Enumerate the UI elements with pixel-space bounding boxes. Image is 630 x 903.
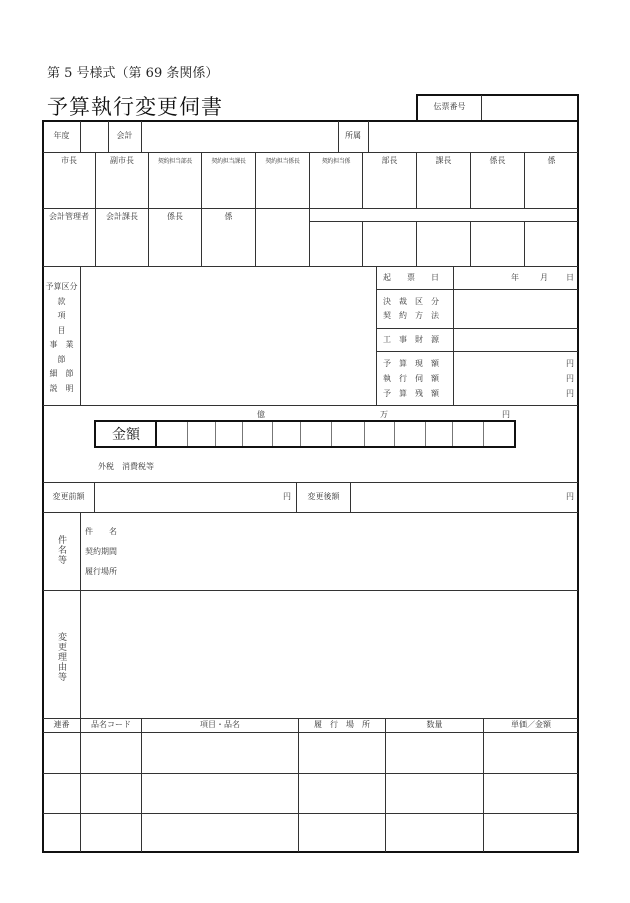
row2-serial[interactable] xyxy=(43,774,80,813)
amount-digit-12[interactable] xyxy=(484,422,514,446)
decision-category-label: 決 裁 区 分 xyxy=(383,297,439,306)
row1-price[interactable] xyxy=(484,733,578,773)
approval-accounting-manager[interactable]: 会計管理者 xyxy=(49,212,89,221)
issue-date-day-unit: 日 xyxy=(566,273,574,282)
form-number: 第 5 号様式（第 69 条関係） xyxy=(47,66,219,81)
fiscal-year-field[interactable] xyxy=(81,121,108,152)
row3-quantity[interactable] xyxy=(386,814,483,852)
after-change-label: 変更後額 xyxy=(307,492,340,501)
row3-serial[interactable] xyxy=(43,814,80,852)
tax-note: 外税 消費税等 xyxy=(98,462,154,471)
approval-staff[interactable]: 係 xyxy=(547,156,556,165)
col-item-name: 項目・品名 xyxy=(200,720,240,729)
amount-digit-1[interactable] xyxy=(157,422,187,446)
fiscal-year-label: 年度 xyxy=(53,131,70,140)
amount-box xyxy=(94,420,516,448)
budget-setsu-label: 節 xyxy=(57,354,66,364)
row2-quantity[interactable] xyxy=(386,774,483,813)
approval-accounting-unit-chief[interactable]: 係長 xyxy=(167,212,183,221)
contract-period-field[interactable] xyxy=(130,542,570,560)
subject-side-label: 件名等 xyxy=(56,535,66,565)
before-change-yen: 円 xyxy=(283,492,291,501)
current-budget-label: 予 算 現 額 xyxy=(383,359,439,368)
budget-category-label: 予算区分 xyxy=(45,282,78,291)
amount-digit-4[interactable] xyxy=(243,422,272,446)
slip-number-field[interactable] xyxy=(482,95,577,120)
decision-contract-field[interactable] xyxy=(454,290,578,328)
approval-blank[interactable] xyxy=(256,209,309,266)
amount-digit-8[interactable] xyxy=(365,422,394,446)
row1-quantity[interactable] xyxy=(386,733,483,773)
row2-item-code[interactable] xyxy=(81,774,141,813)
department-label: 所属 xyxy=(345,131,361,140)
remaining-budget-yen: 円 xyxy=(566,389,574,398)
before-change-label: 変更前額 xyxy=(52,492,85,501)
current-budget-yen: 円 xyxy=(566,359,574,368)
reason-field[interactable] xyxy=(81,591,578,718)
approval-deputy-mayor[interactable]: 副市長 xyxy=(110,156,134,165)
unit-man: 万 xyxy=(380,410,388,419)
budget-kou-label: 項 xyxy=(57,311,66,320)
issue-date-field[interactable] xyxy=(454,267,578,289)
contract-method-label: 契 約 方 法 xyxy=(383,311,439,320)
remaining-budget-label: 予 算 残 額 xyxy=(383,389,439,398)
before-change-field[interactable] xyxy=(95,483,280,512)
approval-accounting-chief[interactable]: 会計課長 xyxy=(106,212,138,221)
subject-name-field[interactable] xyxy=(130,522,570,540)
issue-date-month-unit: 月 xyxy=(540,273,548,282)
slip-number-label: 伝票番号 xyxy=(433,102,466,111)
col-price-amount: 単価／金額 xyxy=(511,720,551,729)
row3-price[interactable] xyxy=(484,814,578,852)
page-title: 予算執行変更伺書 xyxy=(47,95,223,119)
approval-contract-unit-chief[interactable]: 契約担当係長 xyxy=(265,158,300,165)
budget-category-labels xyxy=(43,280,80,396)
row1-place[interactable] xyxy=(299,733,385,773)
row2-price[interactable] xyxy=(484,774,578,813)
contract-period-label: 契約期間 xyxy=(85,547,117,556)
row2-item-name[interactable] xyxy=(142,774,298,813)
account-field[interactable] xyxy=(142,121,338,152)
account-label: 会計 xyxy=(116,131,133,140)
row3-place[interactable] xyxy=(299,814,385,852)
approval-mayor[interactable]: 市長 xyxy=(61,156,77,165)
col-quantity: 数量 xyxy=(426,720,443,729)
approval-contract-director[interactable]: 契約担当部長 xyxy=(157,158,193,165)
performance-place-field[interactable] xyxy=(130,562,570,580)
row2-place[interactable] xyxy=(299,774,385,813)
budget-saisetsu-label: 細 節 xyxy=(49,369,74,378)
approval-contract-section-chief[interactable]: 契約担当課長 xyxy=(211,158,246,165)
reason-side-label: 変更理由等 xyxy=(56,632,66,682)
approval-contract-staff[interactable]: 契約担当係 xyxy=(321,158,351,165)
row1-item-code[interactable] xyxy=(81,733,141,773)
col-item-code: 品名コード xyxy=(91,720,131,729)
col-place: 履 行 場 所 xyxy=(314,720,370,729)
execution-amount-label: 執 行 伺 額 xyxy=(383,374,439,383)
department-field[interactable] xyxy=(369,121,578,152)
col-serial: 連番 xyxy=(53,720,70,729)
row1-item-name[interactable] xyxy=(142,733,298,773)
budget-description-label: 説 明 xyxy=(49,383,74,393)
unit-yen: 円 xyxy=(502,410,510,419)
amount-digit-6[interactable] xyxy=(301,422,331,446)
amount-digit-11[interactable] xyxy=(453,422,483,446)
issue-date-label: 起 票 日 xyxy=(383,273,439,282)
budget-project-label: 事 業 xyxy=(49,340,74,349)
funding-source-label: 工 事 財 源 xyxy=(383,335,439,344)
row3-item-code[interactable] xyxy=(81,814,141,852)
amount-digit-3[interactable] xyxy=(216,422,242,446)
approval-director[interactable]: 部長 xyxy=(381,156,398,165)
unit-oku: 億 xyxy=(257,410,265,419)
approval-section-chief[interactable]: 課長 xyxy=(435,156,452,165)
amount-label: 金額 xyxy=(112,427,140,443)
funding-source-field[interactable] xyxy=(454,329,578,351)
amount-digit-5[interactable] xyxy=(273,422,300,446)
approval-unit-chief[interactable]: 係長 xyxy=(489,156,506,165)
after-change-yen: 円 xyxy=(566,492,574,501)
performance-place-label: 履行場所 xyxy=(85,567,117,576)
amount-digit-7[interactable] xyxy=(332,422,364,446)
subject-name-label: 件 名 xyxy=(85,527,117,536)
amount-digit-2[interactable] xyxy=(188,422,215,446)
budget-moku-label: 目 xyxy=(57,325,66,335)
amount-digit-10[interactable] xyxy=(426,422,452,446)
amount-digit-9[interactable] xyxy=(395,422,425,446)
execution-amount-yen: 円 xyxy=(566,374,574,383)
issue-date-year-unit: 年 xyxy=(511,273,519,282)
approval-accounting-staff[interactable]: 係 xyxy=(224,212,233,221)
after-change-field[interactable] xyxy=(351,483,561,512)
budget-kan-label: 款 xyxy=(57,296,66,306)
row1-serial[interactable] xyxy=(43,733,80,773)
budget-category-field[interactable] xyxy=(81,267,376,405)
row3-item-name[interactable] xyxy=(142,814,298,852)
